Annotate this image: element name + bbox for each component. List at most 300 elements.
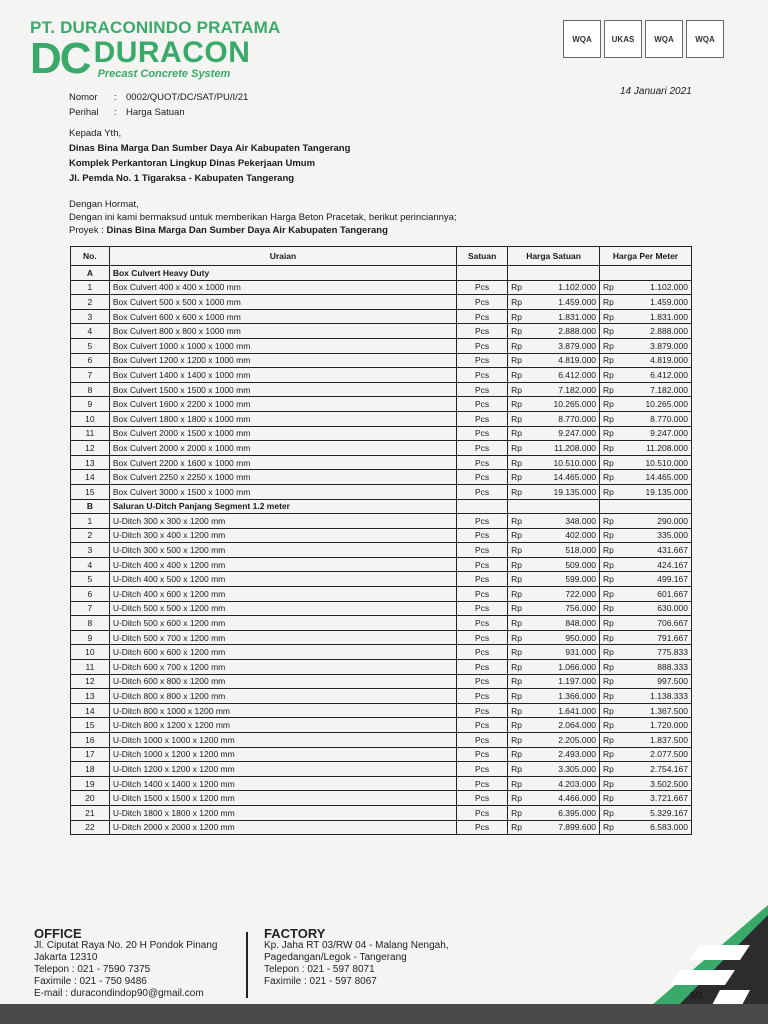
currency-label: Rp <box>600 805 620 820</box>
row-harga-satuan: 518.000 <box>528 543 599 558</box>
row-harga-per-meter: 1.459.000 <box>620 295 692 310</box>
table-row <box>71 645 692 660</box>
currency-label: Rp <box>508 703 528 718</box>
currency-label: Rp <box>600 660 620 675</box>
table-row <box>71 411 692 426</box>
row-harga-satuan: 10.265.000 <box>528 397 599 412</box>
page-number: 1/3 <box>690 990 703 1000</box>
row-satuan: Pcs <box>457 426 508 441</box>
row-harga-satuan: 7.899.600 <box>528 820 599 835</box>
currency-label: Rp <box>508 805 528 820</box>
row-satuan: Pcs <box>457 660 508 675</box>
currency-label: Rp <box>600 382 620 397</box>
table-row <box>71 776 692 791</box>
empty-cell <box>600 499 620 514</box>
currency-label: Rp <box>600 601 620 616</box>
currency-label: Rp <box>600 280 620 295</box>
row-harga-satuan: 10.510.000 <box>528 455 599 470</box>
row-satuan: Pcs <box>457 397 508 412</box>
row-harga-satuan: 14.465.000 <box>528 470 599 485</box>
perihal-value: Harga Satuan <box>126 107 185 118</box>
section-row <box>71 266 692 281</box>
table-row <box>71 557 692 572</box>
row-satuan: Pcs <box>457 630 508 645</box>
row-harga-satuan: 6.395.000 <box>528 805 599 820</box>
row-harga-satuan: 950.000 <box>528 630 599 645</box>
currency-label: Rp <box>600 484 620 499</box>
row-satuan: Pcs <box>457 762 508 777</box>
row-harga-satuan: 931.000 <box>528 645 599 660</box>
row-no: 2 <box>71 295 110 310</box>
row-harga-satuan: 7.182.000 <box>528 382 599 397</box>
row-uraian: U-Ditch 300 x 300 x 1200 mm <box>109 514 456 529</box>
currency-label: Rp <box>508 645 528 660</box>
currency-label: Rp <box>600 309 620 324</box>
row-harga-satuan: 1.641.000 <box>528 703 599 718</box>
salutation: Kepada Yth, <box>69 128 122 139</box>
row-uraian: U-Ditch 500 x 600 x 1200 mm <box>109 616 456 631</box>
colon: : <box>114 107 117 118</box>
table-row <box>71 674 692 689</box>
currency-label: Rp <box>508 689 528 704</box>
row-no: 11 <box>71 426 110 441</box>
currency-label: Rp <box>600 441 620 456</box>
row-no: 13 <box>71 689 110 704</box>
currency-label: Rp <box>600 718 620 733</box>
row-satuan: Pcs <box>457 411 508 426</box>
row-harga-satuan: 1.197.000 <box>528 674 599 689</box>
row-harga-satuan: 722.000 <box>528 587 599 602</box>
currency-label: Rp <box>600 455 620 470</box>
row-no: 3 <box>71 309 110 324</box>
row-no: 17 <box>71 747 110 762</box>
office-line: Faximile : 021 - 750 9486 <box>34 976 147 987</box>
greeting: Dengan Hormat, <box>69 199 139 210</box>
recipient-block <box>69 126 350 186</box>
row-harga-per-meter: 791.667 <box>620 630 692 645</box>
table-row <box>71 762 692 777</box>
row-satuan: Pcs <box>457 543 508 558</box>
row-satuan: Pcs <box>457 572 508 587</box>
currency-label: Rp <box>508 514 528 529</box>
letter-date: 14 Januari 2021 <box>620 86 692 97</box>
row-satuan: Pcs <box>457 353 508 368</box>
factory-info <box>264 928 449 988</box>
row-harga-per-meter: 630.000 <box>620 601 692 616</box>
table-row <box>71 660 692 675</box>
currency-label: Rp <box>600 470 620 485</box>
row-satuan: Pcs <box>457 674 508 689</box>
section-title: Saluran U-Ditch Panjang Segment 1.2 meter <box>109 499 456 514</box>
currency-label: Rp <box>600 674 620 689</box>
row-no: 8 <box>71 382 110 397</box>
currency-label: Rp <box>600 733 620 748</box>
table-row <box>71 630 692 645</box>
row-harga-per-meter: 1.138.333 <box>620 689 692 704</box>
currency-label: Rp <box>600 776 620 791</box>
row-uraian: Box Culvert 2000 x 1500 x 1000 mm <box>109 426 456 441</box>
empty-cell <box>620 499 692 514</box>
row-harga-satuan: 9.247.000 <box>528 426 599 441</box>
empty-cell <box>528 499 599 514</box>
currency-label: Rp <box>600 616 620 631</box>
row-no: 4 <box>71 324 110 339</box>
row-uraian: U-Ditch 2000 x 2000 x 1200 mm <box>109 820 456 835</box>
row-harga-per-meter: 6.412.000 <box>620 368 692 383</box>
row-satuan: Pcs <box>457 338 508 353</box>
row-harga-satuan: 3.305.000 <box>528 762 599 777</box>
row-harga-satuan: 599.000 <box>528 572 599 587</box>
row-uraian: U-Ditch 400 x 400 x 1200 mm <box>109 557 456 572</box>
currency-label: Rp <box>508 630 528 645</box>
currency-label: Rp <box>508 820 528 835</box>
row-no: 16 <box>71 733 110 748</box>
cert-badge-icon: UKAS <box>604 20 642 58</box>
currency-label: Rp <box>600 689 620 704</box>
factory-line: Kp. Jaha RT 03/RW 04 - Malang Nengah, <box>264 940 449 951</box>
letter-meta <box>69 90 248 120</box>
office-line: Jl. Ciputat Raya No. 20 H Pondok Pinang <box>34 940 218 951</box>
project-label: Proyek : <box>69 225 104 236</box>
row-harga-per-meter: 3.502.500 <box>620 776 692 791</box>
row-satuan: Pcs <box>457 280 508 295</box>
row-uraian: Box Culvert 2200 x 1600 x 1000 mm <box>109 455 456 470</box>
row-harga-per-meter: 9.247.000 <box>620 426 692 441</box>
row-uraian: U-Ditch 1400 x 1400 x 1200 mm <box>109 776 456 791</box>
recipient-line-1: Dinas Bina Marga Dan Sumber Daya Air Kabupaten Tangerang <box>69 143 351 154</box>
table-row <box>71 733 692 748</box>
row-uraian: U-Ditch 600 x 700 x 1200 mm <box>109 660 456 675</box>
cert-badge-icon: WQA <box>563 20 601 58</box>
row-satuan: Pcs <box>457 805 508 820</box>
table-row <box>71 368 692 383</box>
empty-cell <box>528 266 599 281</box>
row-no: 21 <box>71 805 110 820</box>
table-row <box>71 791 692 806</box>
nomor-value: 0002/QUOT/DC/SAT/PU/I/21 <box>126 92 249 103</box>
letter-intro <box>69 198 457 237</box>
table-row <box>71 703 692 718</box>
currency-label: Rp <box>600 762 620 777</box>
row-harga-per-meter: 775.833 <box>620 645 692 660</box>
currency-label: Rp <box>600 338 620 353</box>
table-header-row <box>71 247 692 266</box>
office-line: E-mail : duracondindop90@gmail.com <box>34 988 204 999</box>
row-harga-per-meter: 4.819.000 <box>620 353 692 368</box>
row-no: 9 <box>71 397 110 412</box>
row-harga-per-meter: 2.888.000 <box>620 324 692 339</box>
row-satuan: Pcs <box>457 616 508 631</box>
row-no: 14 <box>71 703 110 718</box>
row-no: 5 <box>71 338 110 353</box>
row-harga-satuan: 1.366.000 <box>528 689 599 704</box>
row-harga-per-meter: 14.465.000 <box>620 470 692 485</box>
row-harga-per-meter: 1.831.000 <box>620 309 692 324</box>
table-row <box>71 616 692 631</box>
row-uraian: U-Ditch 1500 x 1500 x 1200 mm <box>109 791 456 806</box>
section-row <box>71 499 692 514</box>
currency-label: Rp <box>508 543 528 558</box>
row-harga-per-meter: 2.754.167 <box>620 762 692 777</box>
row-harga-per-meter: 8.770.000 <box>620 411 692 426</box>
row-harga-satuan: 6.412.000 <box>528 368 599 383</box>
currency-label: Rp <box>508 280 528 295</box>
row-satuan: Pcs <box>457 776 508 791</box>
currency-label: Rp <box>508 791 528 806</box>
row-uraian: Box Culvert 1800 x 1800 x 1000 mm <box>109 411 456 426</box>
price-table <box>70 246 692 835</box>
currency-label: Rp <box>508 776 528 791</box>
row-uraian: Box Culvert 2000 x 2000 x 1000 mm <box>109 441 456 456</box>
empty-cell <box>620 266 692 281</box>
row-no: 19 <box>71 776 110 791</box>
table-row <box>71 572 692 587</box>
currency-label: Rp <box>508 572 528 587</box>
perihal-label: Perihal <box>69 107 99 118</box>
row-no: 5 <box>71 572 110 587</box>
row-harga-satuan: 1.102.000 <box>528 280 599 295</box>
table-row <box>71 382 692 397</box>
currency-label: Rp <box>508 295 528 310</box>
row-satuan: Pcs <box>457 382 508 397</box>
row-harga-per-meter: 1.837.500 <box>620 733 692 748</box>
row-harga-per-meter: 1.102.000 <box>620 280 692 295</box>
currency-label: Rp <box>508 601 528 616</box>
currency-label: Rp <box>508 718 528 733</box>
table-row <box>71 689 692 704</box>
row-uraian: U-Ditch 300 x 500 x 1200 mm <box>109 543 456 558</box>
table-row <box>71 353 692 368</box>
factory-line: Faximile : 021 - 597 8067 <box>264 976 377 987</box>
table-body <box>71 266 692 835</box>
row-harga-satuan: 11.208.000 <box>528 441 599 456</box>
row-no: 22 <box>71 820 110 835</box>
row-harga-per-meter: 2.077.500 <box>620 747 692 762</box>
row-no: 15 <box>71 484 110 499</box>
row-harga-satuan: 4.819.000 <box>528 353 599 368</box>
row-harga-per-meter: 290.000 <box>620 514 692 529</box>
row-harga-satuan: 348.000 <box>528 514 599 529</box>
currency-label: Rp <box>600 528 620 543</box>
row-satuan: Pcs <box>457 324 508 339</box>
currency-label: Rp <box>508 338 528 353</box>
currency-label: Rp <box>600 587 620 602</box>
brand-tagline: Precast Concrete System <box>97 68 231 80</box>
currency-label: Rp <box>600 514 620 529</box>
row-harga-per-meter: 10.510.000 <box>620 455 692 470</box>
section-code: B <box>71 499 110 514</box>
row-uraian: Box Culvert 1400 x 1400 x 1000 mm <box>109 368 456 383</box>
currency-label: Rp <box>508 733 528 748</box>
row-no: 18 <box>71 762 110 777</box>
row-uraian: Box Culvert 800 x 800 x 1000 mm <box>109 324 456 339</box>
row-no: 15 <box>71 718 110 733</box>
logo-dc-mark: DC <box>30 34 90 83</box>
row-harga-satuan: 756.000 <box>528 601 599 616</box>
row-harga-per-meter: 424.167 <box>620 557 692 572</box>
row-uraian: U-Ditch 1000 x 1000 x 1200 mm <box>109 733 456 748</box>
row-harga-per-meter: 11.208.000 <box>620 441 692 456</box>
recipient-line-2: Komplek Perkantoran Lingkup Dinas Pekerjaan Umum <box>69 158 316 169</box>
currency-label: Rp <box>508 455 528 470</box>
row-uraian: Box Culvert 500 x 500 x 1000 mm <box>109 295 456 310</box>
table-row <box>71 587 692 602</box>
row-no: 20 <box>71 791 110 806</box>
row-satuan: Pcs <box>457 528 508 543</box>
row-uraian: U-Ditch 500 x 700 x 1200 mm <box>109 630 456 645</box>
certification-badges <box>563 20 724 58</box>
currency-label: Rp <box>508 309 528 324</box>
currency-label: Rp <box>600 543 620 558</box>
section-code: A <box>71 266 110 281</box>
empty-cell <box>457 266 508 281</box>
table-row <box>71 309 692 324</box>
row-harga-satuan: 509.000 <box>528 557 599 572</box>
row-harga-per-meter: 335.000 <box>620 528 692 543</box>
row-harga-satuan: 4.466.000 <box>528 791 599 806</box>
company-name: PT. DURACONINDO PRATAMA <box>30 18 281 37</box>
office-title: OFFICE <box>34 926 82 941</box>
row-uraian: Box Culvert 600 x 600 x 1000 mm <box>109 309 456 324</box>
row-uraian: U-Ditch 600 x 800 x 1200 mm <box>109 674 456 689</box>
currency-label: Rp <box>600 295 620 310</box>
row-no: 7 <box>71 368 110 383</box>
row-harga-per-meter: 19.135.000 <box>620 484 692 499</box>
currency-label: Rp <box>508 353 528 368</box>
header-uraian: Uraian <box>109 247 456 266</box>
row-no: 2 <box>71 528 110 543</box>
currency-label: Rp <box>508 426 528 441</box>
currency-label: Rp <box>508 674 528 689</box>
row-uraian: U-Ditch 800 x 1000 x 1200 mm <box>109 703 456 718</box>
row-harga-per-meter: 6.583.000 <box>620 820 692 835</box>
row-uraian: Box Culvert 1500 x 1500 x 1000 mm <box>109 382 456 397</box>
currency-label: Rp <box>508 324 528 339</box>
row-uraian: U-Ditch 1800 x 1800 x 1200 mm <box>109 805 456 820</box>
currency-label: Rp <box>508 587 528 602</box>
currency-label: Rp <box>600 411 620 426</box>
row-harga-satuan: 1.459.000 <box>528 295 599 310</box>
table-row <box>71 514 692 529</box>
row-uraian: U-Ditch 1200 x 1200 x 1200 mm <box>109 762 456 777</box>
row-no: 12 <box>71 441 110 456</box>
row-no: 6 <box>71 587 110 602</box>
row-uraian: U-Ditch 400 x 500 x 1200 mm <box>109 572 456 587</box>
currency-label: Rp <box>508 557 528 572</box>
row-uraian: U-Ditch 300 x 400 x 1200 mm <box>109 528 456 543</box>
table-row <box>71 484 692 499</box>
row-satuan: Pcs <box>457 718 508 733</box>
table-row <box>71 280 692 295</box>
currency-label: Rp <box>600 368 620 383</box>
footer-divider <box>246 932 248 998</box>
currency-label: Rp <box>508 528 528 543</box>
currency-label: Rp <box>508 470 528 485</box>
row-harga-per-meter: 5.329.167 <box>620 805 692 820</box>
empty-cell <box>457 499 508 514</box>
table-row <box>71 747 692 762</box>
brand-name: DURACON <box>93 36 251 69</box>
row-satuan: Pcs <box>457 791 508 806</box>
header-harga-per-meter: Harga Per Meter <box>600 247 692 266</box>
colon: : <box>114 92 117 103</box>
row-no: 8 <box>71 616 110 631</box>
currency-label: Rp <box>508 397 528 412</box>
cert-badge-icon: WQA <box>686 20 724 58</box>
row-harga-satuan: 2.493.000 <box>528 747 599 762</box>
factory-line: Pagedangan/Legok - Tangerang <box>264 952 407 963</box>
row-uraian: Box Culvert 3000 x 1500 x 1000 mm <box>109 484 456 499</box>
section-title: Box Culvert Heavy Duty <box>109 266 456 281</box>
empty-cell <box>508 266 528 281</box>
row-harga-satuan: 2.205.000 <box>528 733 599 748</box>
table-row <box>71 397 692 412</box>
row-harga-satuan: 2.888.000 <box>528 324 599 339</box>
currency-label: Rp <box>600 353 620 368</box>
row-satuan: Pcs <box>457 587 508 602</box>
row-harga-per-meter: 601.667 <box>620 587 692 602</box>
row-satuan: Pcs <box>457 514 508 529</box>
row-uraian: Box Culvert 1000 x 1000 x 1000 mm <box>109 338 456 353</box>
table-row <box>71 718 692 733</box>
row-harga-per-meter: 3.879.000 <box>620 338 692 353</box>
row-harga-satuan: 402.000 <box>528 528 599 543</box>
row-uraian: U-Ditch 600 x 600 x 1200 mm <box>109 645 456 660</box>
table-row <box>71 426 692 441</box>
header-harga-satuan: Harga Satuan <box>508 247 600 266</box>
table-row <box>71 805 692 820</box>
header-no: No. <box>71 247 110 266</box>
table-row <box>71 441 692 456</box>
table-row <box>71 601 692 616</box>
row-harga-satuan: 848.000 <box>528 616 599 631</box>
nomor-label: Nomor <box>69 92 98 103</box>
empty-cell <box>508 499 528 514</box>
row-uraian: U-Ditch 800 x 1200 x 1200 mm <box>109 718 456 733</box>
row-satuan: Pcs <box>457 470 508 485</box>
row-harga-per-meter: 10.265.000 <box>620 397 692 412</box>
row-no: 1 <box>71 280 110 295</box>
row-no: 4 <box>71 557 110 572</box>
currency-label: Rp <box>600 630 620 645</box>
row-uraian: U-Ditch 800 x 800 x 1200 mm <box>109 689 456 704</box>
row-harga-per-meter: 1.367.500 <box>620 703 692 718</box>
table-row <box>71 324 692 339</box>
currency-label: Rp <box>600 645 620 660</box>
row-no: 3 <box>71 543 110 558</box>
row-satuan: Pcs <box>457 557 508 572</box>
table-row <box>71 820 692 835</box>
empty-cell <box>600 266 620 281</box>
row-satuan: Pcs <box>457 820 508 835</box>
currency-label: Rp <box>508 368 528 383</box>
row-no: 14 <box>71 470 110 485</box>
row-satuan: Pcs <box>457 703 508 718</box>
row-no: 11 <box>71 660 110 675</box>
table-row <box>71 455 692 470</box>
row-uraian: Box Culvert 1600 x 2200 x 1000 mm <box>109 397 456 412</box>
row-harga-per-meter: 997.500 <box>620 674 692 689</box>
factory-line: Telepon : 021 - 597 8071 <box>264 964 375 975</box>
row-harga-per-meter: 499.167 <box>620 572 692 587</box>
table-row <box>71 338 692 353</box>
row-uraian: U-Ditch 1000 x 1200 x 1200 mm <box>109 747 456 762</box>
table-row <box>71 543 692 558</box>
row-satuan: Pcs <box>457 747 508 762</box>
row-harga-per-meter: 706.667 <box>620 616 692 631</box>
row-harga-satuan: 8.770.000 <box>528 411 599 426</box>
row-harga-per-meter: 7.182.000 <box>620 382 692 397</box>
